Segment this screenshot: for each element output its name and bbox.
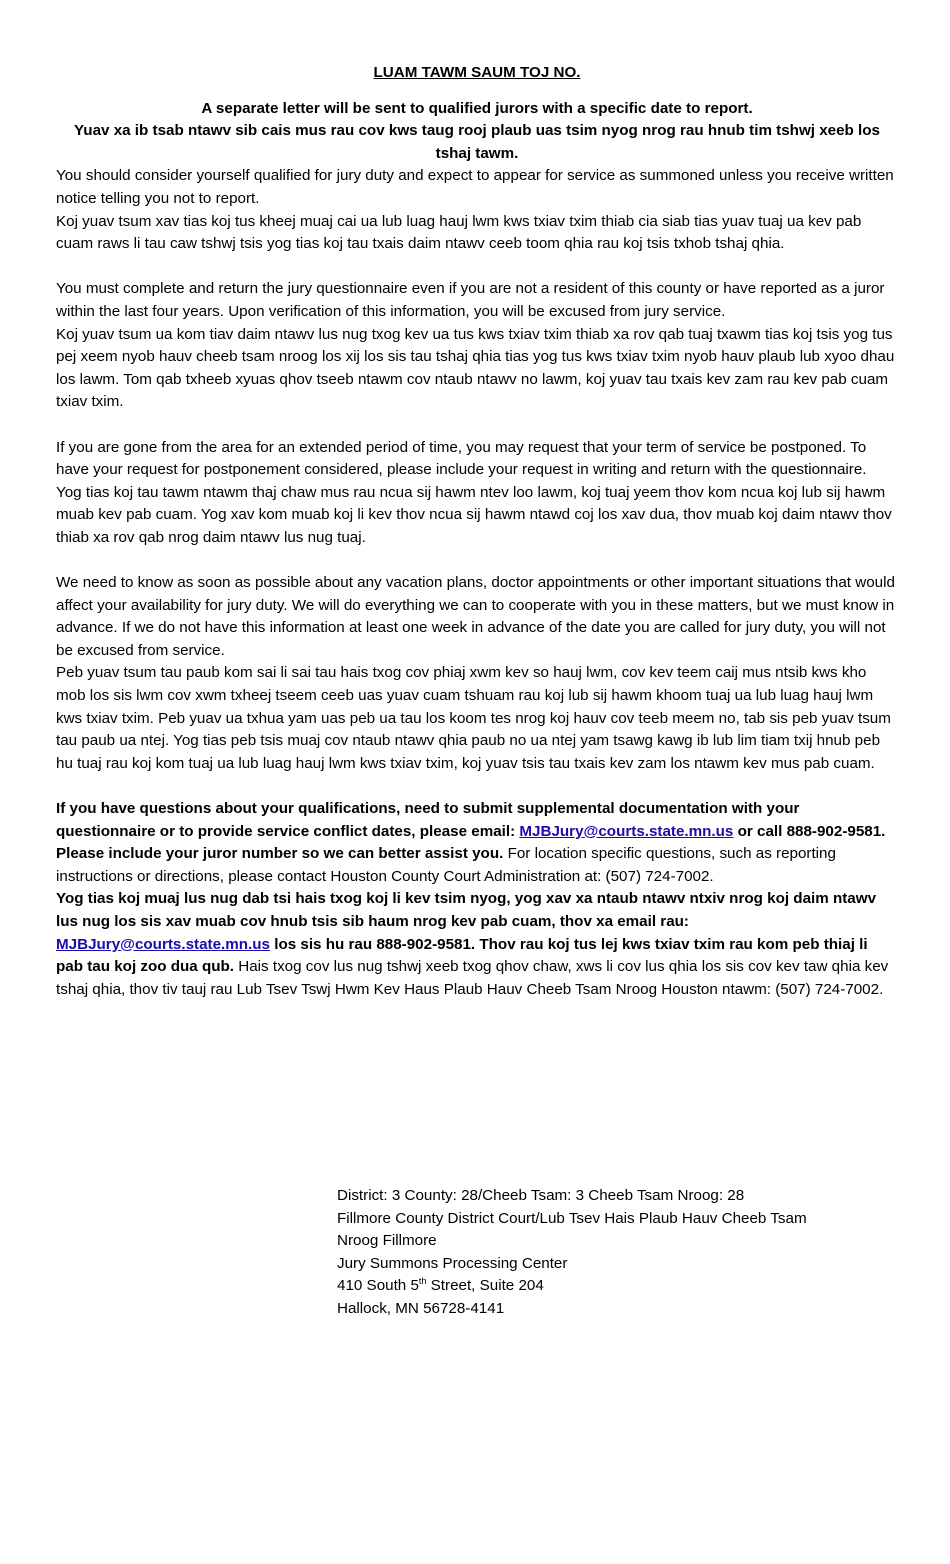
- address-city-line: Hallock, MN 56728-4141: [337, 1299, 505, 1317]
- contact-hmn-plain: Hais txog cov lus nug tshwj xeeb txog qhov chaw, xws li cov lus qhia los sis cov kev taw qhia kev tshaj qhia, thov tiv tauj rau Lub Tsev Tswj Hwm Kev Haus Plaub Hauv Cheeb Tsam Nroog Houston ntawm: (507) 724-7002.: [56, 958, 889, 998]
- contact-en-plain: For location specific questions, such as reporting instructions or directions, please contact Houston County Court Administration at: (507) 724-7002.: [56, 845, 836, 885]
- spacer: [56, 549, 898, 572]
- section2-en: You must complete and return the jury questionnaire even if you are not a resident of this county or have reported as a juror within the last four years. Upon verification of this information, you will be excused from jury service.: [56, 280, 885, 320]
- intro-hmn: Yuav xa ib tsab ntawv sib cais mus rau cov kws taug rooj plaub uas tsim nyog nrog rau hnub tim tshwj xeeb los tshaj tawm.: [74, 122, 880, 162]
- contact-en-bold-2: or call 888-902-9581. Please include your juror number so we can better assist you.: [56, 822, 886, 863]
- intro-en: A separate letter will be sent to qualified jurors with a specific date to report.: [201, 99, 753, 117]
- court-address-block: [337, 1185, 897, 1321]
- section1-en: You should consider yourself qualified for jury duty and expect to appear for service as summoned unless you receive written notice telling you not to report.: [56, 167, 894, 207]
- address-street-line: [337, 1275, 897, 1298]
- section4-en: We need to know as soon as possible about any vacation plans, doctor appointments or other important situations that would affect your availability for jury duty. We will do everything we can to cooperate with you in these matters, but we must know in advance. If we do not have this information at least one week in advance of the date you are called for jury duty, you will not be excused from service.: [56, 574, 895, 659]
- section3-en: If you are gone from the area for an extended period of time, you may request that your term of service be postponed. To have your request for postponement considered, please include your request in writing and return with the questionnaire.: [56, 438, 867, 479]
- section5-hmn: [56, 888, 898, 1001]
- page-title: LUAM TAWM SAUM TOJ NO.: [373, 64, 581, 81]
- contact-hmn-bold-1: Yog tias koj muaj lus nug dab tsi hais txog koj li kev tsim nyog, yog xav xa ntaub ntawv ntxiv nrog koj daim ntawv lus nug los sis xav muab cov hnub tsis sib haum nrog kev pab cuam, thov xa email rau:: [56, 890, 877, 930]
- street-ordinal: th: [418, 1276, 427, 1287]
- letter-body: [56, 62, 898, 1001]
- spacer: [56, 775, 898, 798]
- spacer: [56, 414, 898, 437]
- section2-hmn: Koj yuav tsum ua kom tiav daim ntawv lus nug txog kev ua tus kws txiav txim thiab xa rov qab tuaj txawm tias koj tsis yog tus pej xeem nyob hauv cheeb tsam nroog los xij los sis tau tshaj qhia tias yog tus kws txiav txim nyob hauv plaub lub xyoo dhau los lawm. Tom qab txheeb xyuas qhov tseeb ntawm cov ntaub ntawv no lawm, koj yuav tau txais kev zam rau kev pab cuam txiav txim.: [56, 325, 895, 411]
- street-suite: Street, Suite 204: [426, 1277, 544, 1295]
- section4-hmn: Peb yuav tsum tau paub kom sai li sai tau hais txog cov phiaj xwm kev so hauj lwm, cov kev teem caij mus ntsib kws kho mob los sis lwm cov xwm txheej tseem ceeb uas yuav cuam tshuam rau koj lub sij hawm khoom tuaj ua lub luag hauj lwm kws txiav txim. Peb yuav ua txhua yam uas peb ua tau los koom tes nrog koj hauv cov teeb meem no, tab sis peb yuav tsum tau paub ua ntej. Yog tias peb tsis muaj cov ntaub ntawv qhia paub no ua ntej yam tsawg kawg ib lub lim tiam txij hnub peb hu tuaj rau koj kom tuaj ua lub luag hauj lwm kws txiav txim, koj yuav tsis tau txais kev zam los ntawm kev mus pab cuam.: [56, 664, 891, 772]
- address-district-line: District: 3 County: 28/Cheeb Tsam: 3 Cheeb Tsam Nroog: 28: [337, 1187, 745, 1204]
- address-court-line: Fillmore County District Court/Lub Tsev Hais Plaub Hauv Cheeb Tsam: [337, 1209, 807, 1227]
- section1-hmn: Koj yuav tsum xav tias koj tus kheej muaj cai ua lub luag hauj lwm kws txiav txim thiab cia siab tias yuav tuaj ua kev pab cuam raws li tau caw tshwj tsis yog tias koj tau txais daim ntawv ceeb toom qhia rau koj tsis txhob tshaj qhia.: [56, 212, 862, 253]
- street-number: 410 South 5: [337, 1277, 419, 1295]
- section3-hmn: Yog tias koj tau tawm ntawm thaj chaw mus rau ncua sij hawm ntev loo lawm, koj tuaj yeem thov kom ncua koj lub sij hawm muab kev pab cuam. Yog xav kom muab koj li kev thov ncua sij hawm ntawd coj los xav dua, thov muab koj daim ntawv thov thiab xa rov qab nrog daim ntawv lus nug tuaj.: [56, 483, 892, 546]
- contact-en-bold-1: If you have questions about your qualifications, need to submit supplemental documentation with your questionnaire or to provide service conflict dates, please email:: [56, 800, 800, 840]
- contact-hmn-bold-2: los sis hu rau 888-902-9581. Thov rau koj tus lej kws txiav txim rau kom peb thiaj li pab tau koj zoo dua qub.: [56, 935, 868, 976]
- email-link[interactable]: MJBJury@courts.state.mn.us: [519, 822, 734, 840]
- spacer: [56, 256, 898, 279]
- email-link[interactable]: MJBJury@courts.state.mn.us: [56, 935, 270, 953]
- address-center-line: Jury Summons Processing Center: [337, 1254, 568, 1272]
- address-court-line-cont: Nroog Fillmore: [337, 1232, 437, 1250]
- section5-en: [56, 798, 898, 888]
